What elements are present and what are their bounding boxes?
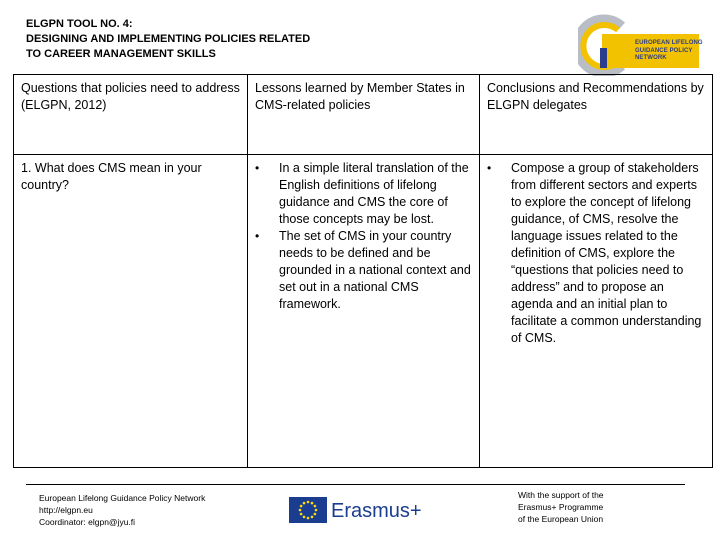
table-header-row — [14, 75, 713, 155]
support-line-2: Erasmus+ Programme — [518, 502, 604, 512]
document-title — [26, 17, 310, 62]
table-row — [14, 155, 713, 468]
footer-divider — [26, 484, 685, 485]
footer-support-note — [518, 489, 604, 525]
conclusion-item: • Compose a group of stakeholders from different sectors and experts to explore the concept of lifelong guidance, of CMS, resolve the language issues related to the definition of CMS, explore the “questions that policies need to address” and to propose an agenda and an initial plan to facilitate a common understanding of CMS. — [511, 160, 705, 347]
logo-line-3: NETWORK — [635, 55, 667, 61]
logo-text — [635, 40, 703, 63]
title-line-3: TO CAREER MANAGEMENT SKILLS — [26, 48, 216, 60]
lesson-item: • The set of CMS in your country needs to be defined and be grounded in a national context and set out in a national CMS framework. — [279, 228, 472, 313]
footer-website-link[interactable]: http://elgpn.eu — [39, 505, 93, 515]
footer-contact — [39, 492, 205, 528]
lesson-item: • In a simple literal translation of the English definitions of lifelong guidance and CMS the core of those concepts may be lost. — [279, 160, 472, 228]
erasmus-wordmark: Erasmus+ — [331, 500, 422, 522]
header-lessons: Lessons learned by Member States in CMS-related policies — [248, 75, 480, 155]
support-line-1: With the support of the — [518, 490, 604, 500]
logo-line-1: EUROPEAN LIFELONG — [635, 40, 703, 46]
lessons-list — [255, 160, 472, 313]
cell-question: 1. What does CMS mean in your country? — [14, 155, 248, 468]
header-conclusions: Conclusions and Recommendations by ELGPN delegates — [480, 75, 713, 155]
conclusions-list — [487, 160, 705, 347]
elgpn-logo — [578, 14, 704, 76]
cell-conclusions — [480, 155, 713, 468]
footer-network-name: European Lifelong Guidance Policy Network — [39, 493, 206, 503]
header-questions: Questions that policies need to address (ELGPN, 2012) — [14, 75, 248, 155]
cms-policy-table — [13, 74, 713, 468]
title-line-1: ELGPN TOOL NO. 4: — [26, 18, 133, 30]
footer-coordinator: Coordinator: elgpn@jyu.fi — [39, 517, 136, 527]
title-line-2: DESIGNING AND IMPLEMENTING POLICIES RELATED — [26, 33, 311, 45]
eu-flag-icon — [289, 497, 327, 523]
cell-lessons — [248, 155, 480, 468]
support-line-3: of the European Union — [518, 514, 604, 524]
erasmus-logo — [289, 497, 429, 525]
logo-line-2: GUIDANCE POLICY — [635, 47, 693, 54]
